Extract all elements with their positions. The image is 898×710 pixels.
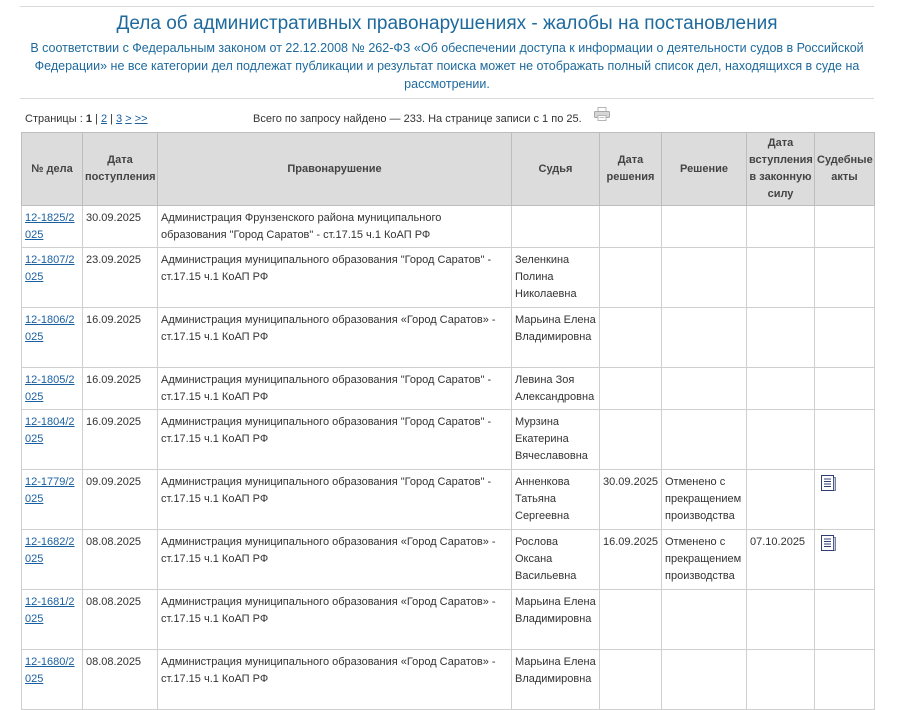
cell-court-acts (815, 530, 875, 590)
cell-judge: Марьина Елена Владимировна (512, 590, 600, 650)
cell-effective-date (747, 206, 815, 248)
cell-court-acts (815, 590, 875, 650)
table-row (22, 650, 875, 710)
table-row (22, 206, 875, 248)
case-number-link[interactable]: 12-1779/2025 (25, 476, 75, 505)
cell-offense: Администрация Фрунзенского района муниципального образования "Город Саратов" - ст.17.15 ч.1 КоАП РФ (158, 206, 512, 248)
cell-decision-date (600, 308, 662, 368)
header-divider (20, 98, 874, 99)
page-title: Дела об административных правонарушениях - жалобы на постановления (116, 13, 778, 34)
column-header-court-acts: Судебные акты (815, 133, 875, 206)
pagination-separator: | (95, 113, 98, 125)
pagination (25, 113, 148, 125)
cell-offense: Администрация муниципального образования «Город Саратов» - ст.17.15 ч.1 КоАП РФ (158, 590, 512, 650)
table-row (22, 410, 875, 470)
table-row (22, 368, 875, 410)
cell-effective-date (747, 650, 815, 710)
case-number-link[interactable]: 12-1682/2025 (25, 536, 75, 565)
cell-decision (662, 206, 747, 248)
cell-decision-date: 16.09.2025 (600, 530, 662, 590)
cell-received-date: 16.09.2025 (83, 410, 158, 470)
column-header-decision: Решение (662, 133, 747, 206)
cell-case-number (22, 248, 83, 308)
cell-decision-date (600, 248, 662, 308)
table-row (22, 470, 875, 530)
cell-effective-date: 07.10.2025 (747, 530, 815, 590)
cell-received-date: 08.08.2025 (83, 590, 158, 650)
cell-decision-date (600, 590, 662, 650)
cell-received-date: 23.09.2025 (83, 248, 158, 308)
column-header-decision-date: Дата решения (600, 133, 662, 206)
case-number-link[interactable]: 12-1804/2025 (25, 416, 75, 445)
cell-decision: Отменено с прекращением производства (662, 530, 747, 590)
cell-case-number (22, 206, 83, 248)
cell-decision (662, 308, 747, 368)
cell-judge: Мурзина Екатерина Вячеславовна (512, 410, 600, 470)
case-number-link[interactable]: 12-1681/2025 (25, 596, 75, 625)
cell-court-acts (815, 650, 875, 710)
cell-effective-date (747, 410, 815, 470)
pagination-last-link[interactable]: >> (134, 113, 148, 125)
top-divider (20, 6, 874, 7)
column-header-received-date: Дата поступления (83, 133, 158, 206)
cell-decision (662, 410, 747, 470)
pagination-next-link[interactable]: > (125, 113, 132, 125)
cell-offense: Администрация муниципального образования "Город Саратов" - ст.17.15 ч.1 КоАП РФ (158, 368, 512, 410)
table-row (22, 248, 875, 308)
case-number-link[interactable]: 12-1807/2025 (25, 254, 75, 283)
cell-offense: Администрация муниципального образования «Город Саратов» - ст.17.15 ч.1 КоАП РФ (158, 308, 512, 368)
table-row (22, 308, 875, 368)
case-number-link[interactable]: 12-1805/2025 (25, 374, 75, 403)
column-header-judge: Судья (512, 133, 600, 206)
cell-case-number (22, 590, 83, 650)
cell-case-number (22, 308, 83, 368)
cell-decision-date (600, 206, 662, 248)
table-body (22, 206, 875, 710)
pagination-current-page: 1 (85, 113, 92, 125)
cell-received-date: 08.08.2025 (83, 650, 158, 710)
cell-decision-date: 30.09.2025 (600, 470, 662, 530)
pagination-label: Страницы : (25, 113, 83, 125)
cell-offense: Администрация муниципального образования «Город Саратов» - ст.17.15 ч.1 КоАП РФ (158, 530, 512, 590)
table-row (22, 530, 875, 590)
cell-court-acts (815, 470, 875, 530)
cell-received-date: 16.09.2025 (83, 308, 158, 368)
cell-decision-date (600, 650, 662, 710)
cell-decision-date (600, 410, 662, 470)
cell-effective-date (747, 248, 815, 308)
publication-notice: В соответствии с Федеральным законом от 22.12.2008 № 262-ФЗ «Об обеспечении доступа к информации о деятельности судов в Российской Федерации» не все категории дел подлежат публикации и результат поиска может не отображать полный список дел, находящихся в суде на рассмотрении. (30, 41, 864, 91)
cell-case-number (22, 368, 83, 410)
table-row (22, 590, 875, 650)
cell-decision-date (600, 368, 662, 410)
document-icon[interactable] (821, 535, 836, 551)
cell-judge (512, 206, 600, 248)
cell-received-date: 09.09.2025 (83, 470, 158, 530)
cell-decision (662, 248, 747, 308)
cell-court-acts (815, 410, 875, 470)
cell-received-date: 30.09.2025 (83, 206, 158, 248)
case-number-link[interactable]: 12-1806/2025 (25, 314, 75, 343)
table-header-row (22, 133, 875, 206)
column-header-offense: Правонарушение (158, 133, 512, 206)
case-number-link[interactable]: 12-1680/2025 (25, 656, 75, 685)
printer-icon[interactable] (594, 107, 610, 121)
document-icon[interactable] (821, 475, 836, 491)
cell-effective-date (747, 470, 815, 530)
pagination-page-3[interactable]: 3 (116, 113, 123, 125)
cell-offense: Администрация муниципального образования "Город Саратов" - ст.17.15 ч.1 КоАП РФ (158, 410, 512, 470)
pagination-separator: | (110, 113, 113, 125)
cell-judge: Рослова Оксана Васильевна (512, 530, 600, 590)
cell-court-acts (815, 368, 875, 410)
cell-effective-date (747, 590, 815, 650)
results-summary: Всего по запросу найдено — 233. На странице записи с 1 по 25. (253, 113, 582, 125)
cell-effective-date (747, 368, 815, 410)
cell-judge: Анненкова Татьяна Сергеевна (512, 470, 600, 530)
cell-decision (662, 590, 747, 650)
cell-case-number (22, 650, 83, 710)
cell-judge: Зеленкина Полина Николаевна (512, 248, 600, 308)
cell-court-acts (815, 308, 875, 368)
cell-decision (662, 650, 747, 710)
cell-received-date: 08.08.2025 (83, 530, 158, 590)
cell-decision: Отменено с прекращением производства (662, 470, 747, 530)
cell-court-acts (815, 248, 875, 308)
cell-effective-date (747, 308, 815, 368)
cell-judge: Левина Зоя Александровна (512, 368, 600, 410)
cases-table (21, 132, 875, 710)
column-header-case-number: № дела (22, 133, 83, 206)
cell-case-number (22, 530, 83, 590)
cell-case-number (22, 410, 83, 470)
cell-offense: Администрация муниципального образования "Город Саратов" - ст.17.15 ч.1 КоАП РФ (158, 470, 512, 530)
column-header-effective-date: Дата вступления в законную силу (747, 133, 815, 206)
cell-offense: Администрация муниципального образования «Город Саратов» - ст.17.15 ч.1 КоАП РФ (158, 650, 512, 710)
cell-decision (662, 368, 747, 410)
pagination-page-2[interactable]: 2 (100, 113, 108, 125)
cell-judge: Марьина Елена Владимировна (512, 308, 600, 368)
cell-case-number (22, 470, 83, 530)
cell-received-date: 16.09.2025 (83, 368, 158, 410)
cell-judge: Марьина Елена Владимировна (512, 650, 600, 710)
case-number-link[interactable]: 12-1825/2025 (25, 212, 75, 241)
cell-court-acts (815, 206, 875, 248)
cell-offense: Администрация муниципального образования "Город Саратов" - ст.17.15 ч.1 КоАП РФ (158, 248, 512, 308)
